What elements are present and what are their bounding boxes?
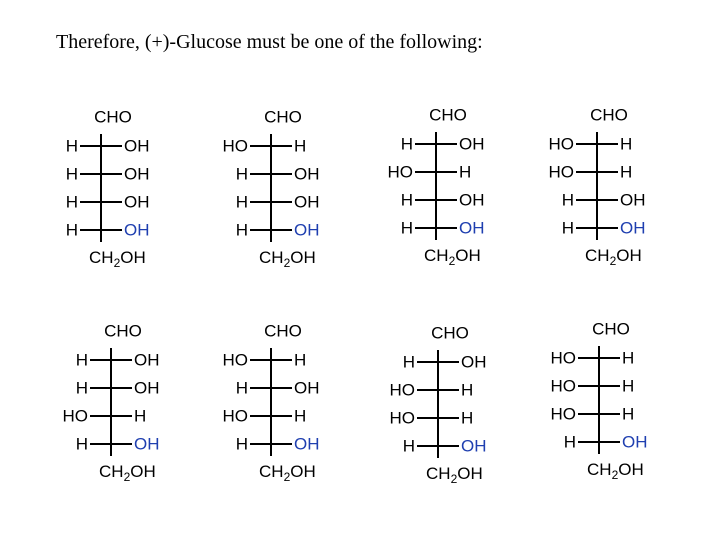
fischer-structure — [223, 321, 320, 484]
left-substituent: H — [400, 134, 413, 154]
right-substituent: OH — [124, 136, 150, 156]
hydroxymethyl-group: $CH_2OH$ — [99, 462, 156, 485]
left-substituent: HO — [222, 406, 248, 426]
left-substituent: H — [65, 192, 78, 212]
left-substituent: HO — [550, 348, 576, 368]
hydroxymethyl-group: $CH_2OH$ — [89, 248, 146, 271]
hydroxymethyl-group: $CH_2OH$ — [259, 248, 316, 271]
left-substituent: H — [400, 218, 413, 238]
left-substituent: HO — [550, 404, 576, 424]
right-substituent: H — [461, 380, 474, 400]
left-substituent: H — [402, 352, 415, 372]
right-substituent: OH — [134, 434, 160, 454]
aldehyde-group: CHO — [264, 321, 302, 341]
right-substituent: H — [294, 136, 307, 156]
left-substituent: H — [563, 432, 576, 452]
fischer-structure — [549, 105, 646, 268]
aldehyde-group: CHO — [94, 107, 132, 127]
right-substituent: H — [622, 376, 635, 396]
right-substituent: OH — [294, 434, 320, 454]
fischer-structure — [66, 107, 150, 270]
right-substituent: OH — [134, 350, 160, 370]
right-substituent: OH — [294, 192, 320, 212]
left-substituent: HO — [62, 406, 88, 426]
left-substituent: HO — [389, 408, 415, 428]
right-substituent: OH — [124, 192, 150, 212]
fischer-structure — [390, 323, 487, 486]
fischer-structure — [63, 321, 160, 484]
right-substituent: OH — [459, 134, 485, 154]
hydroxymethyl-group: $CH_2OH$ — [259, 462, 316, 485]
right-substituent: H — [459, 162, 472, 182]
hydroxymethyl-group: $CH_2OH$ — [424, 246, 481, 269]
left-substituent: H — [75, 434, 88, 454]
right-substituent: OH — [461, 436, 487, 456]
hydroxymethyl-group: $CH_2OH$ — [426, 464, 483, 487]
fischer-structure — [551, 319, 648, 482]
right-substituent: OH — [124, 164, 150, 184]
left-substituent: H — [235, 192, 248, 212]
left-substituent: H — [561, 190, 574, 210]
left-substituent: HO — [548, 134, 574, 154]
heading: Therefore, (+)-Glucose must be one of the following: — [56, 31, 483, 53]
left-substituent: H — [75, 350, 88, 370]
aldehyde-group: CHO — [431, 323, 469, 343]
aldehyde-group: CHO — [592, 319, 630, 339]
hydroxymethyl-group: $CH_2OH$ — [587, 460, 644, 483]
aldehyde-group: CHO — [590, 105, 628, 125]
left-substituent: H — [65, 220, 78, 240]
left-substituent: HO — [387, 162, 413, 182]
aldehyde-group: CHO — [429, 105, 467, 125]
right-substituent: H — [620, 162, 633, 182]
aldehyde-group: CHO — [264, 107, 302, 127]
left-substituent: H — [400, 190, 413, 210]
right-substituent: OH — [294, 164, 320, 184]
left-substituent: H — [75, 378, 88, 398]
right-substituent: H — [134, 406, 147, 426]
aldehyde-group: CHO — [104, 321, 142, 341]
right-substituent: OH — [294, 220, 320, 240]
right-substituent: H — [461, 408, 474, 428]
right-substituent: OH — [620, 218, 646, 238]
right-substituent: OH — [622, 432, 648, 452]
left-substituent: HO — [548, 162, 574, 182]
left-substituent: H — [235, 164, 248, 184]
right-substituent: OH — [134, 378, 160, 398]
left-substituent: H — [235, 220, 248, 240]
left-substituent: H — [402, 436, 415, 456]
left-substituent: H — [65, 136, 78, 156]
left-substituent: H — [235, 378, 248, 398]
right-substituent: OH — [294, 378, 320, 398]
right-substituent: H — [294, 406, 307, 426]
hydroxymethyl-group: $CH_2OH$ — [585, 246, 642, 269]
left-substituent: HO — [222, 136, 248, 156]
right-substituent: OH — [459, 218, 485, 238]
right-substituent: OH — [620, 190, 646, 210]
right-substituent: H — [622, 404, 635, 424]
left-substituent: HO — [222, 350, 248, 370]
left-substituent: H — [561, 218, 574, 238]
right-substituent: OH — [459, 190, 485, 210]
right-substituent: OH — [461, 352, 487, 372]
fischer-structure — [223, 107, 320, 270]
left-substituent: HO — [389, 380, 415, 400]
right-substituent: H — [620, 134, 633, 154]
right-substituent: H — [294, 350, 307, 370]
left-substituent: HO — [550, 376, 576, 396]
right-substituent: OH — [124, 220, 150, 240]
left-substituent: H — [65, 164, 78, 184]
left-substituent: H — [235, 434, 248, 454]
fischer-structure — [388, 105, 485, 268]
right-substituent: H — [622, 348, 635, 368]
